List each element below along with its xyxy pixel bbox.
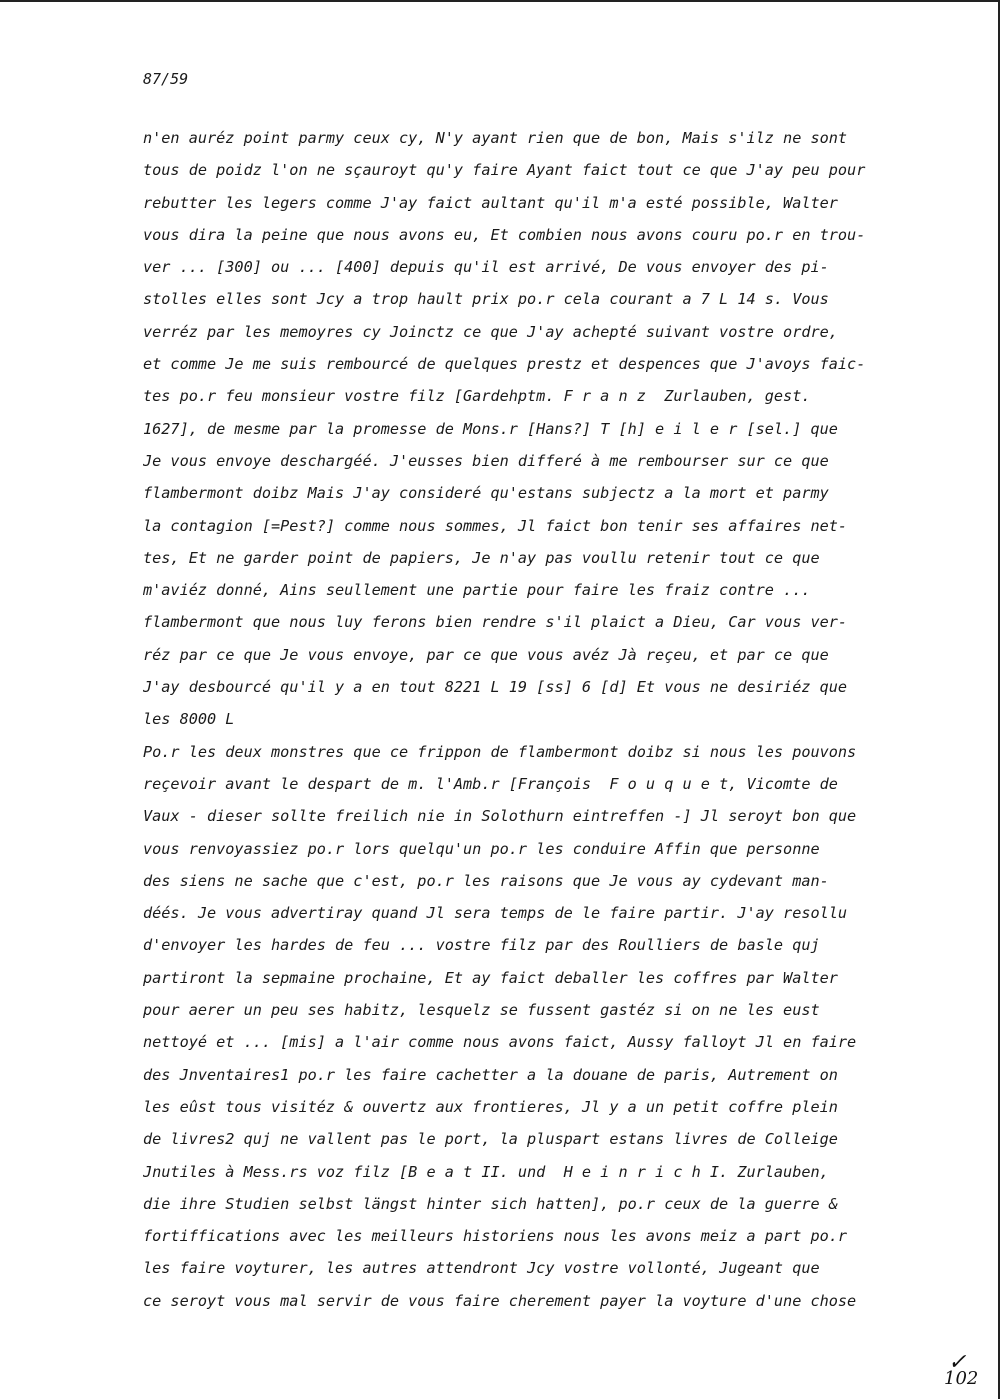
text-line: vous dira la peine que nous avons eu, Et combien nous avons couru po.r en trou- (143, 225, 866, 244)
text-line: réz par ce que Je vous envoye, par ce que vous avéz Jà reçeu, et par ce que (143, 645, 829, 664)
text-line: des Jnventaires1 po.r les faire cachetter a la douane de paris, Autrement on (143, 1065, 838, 1084)
text-line: partiront la sepmaine prochaine, Et ay faict deballer les coffres par Walter (143, 968, 838, 987)
text-line: vous renvoyassiez po.r lors quelqu'un po.r les conduire Affin que personne (143, 839, 820, 858)
text-line: les eûst tous visitéz & ouvertz aux frontieres, Jl y a un petit coffre plein (143, 1097, 838, 1116)
text-line: reçevoir avant le despart de m. l'Amb.r [François F o u q u e t, Vicomte de (143, 774, 838, 793)
text-line: n'en auréz point parmy ceux cy, N'y ayant rien que de bon, Mais s'ilz ne sont (143, 129, 848, 147)
text-line: Je vous envoye deschargéé. J'eusses bien differé à me rembourser sur ce que (143, 451, 829, 470)
text-line: la contagion [=Pest?] comme nous sommes, Jl faict bon tenir ses affaires net- (143, 516, 848, 535)
text-line: J'ay desbourcé qu'il y a en tout 8221 L 19 [ss] 6 [d] Et vous ne desiriéz que (143, 678, 848, 697)
text-line: Po.r les deux monstres que ce frippon de flambermont doibz si nous les pouvons (143, 742, 857, 761)
text-line: déés. Je vous advertiray quand Jl sera temps de le faire partir. J'ay resollu (143, 904, 848, 923)
page-number: 87/59 (143, 70, 189, 88)
text-line: tes, Et ne garder point de papiers, Je n'ay pas voullu retenir tout ce que (143, 548, 820, 567)
text-line: rebutter les legers comme J'ay faict aultant qu'il m'a esté possible, Walter (143, 193, 838, 212)
text-line: des siens ne sache que c'est, po.r les raisons que Je vous ay cydevant man- (143, 871, 829, 890)
text-line: die ihre Studien selbst längst hinter sich hatten], po.r ceux de la guerre & (143, 1194, 838, 1213)
text-line: ce seroyt vous mal servir de vous faire cherement payer la voyture d'une chose (143, 1291, 857, 1310)
text-line: m'aviéz donné, Ains seullement une partie pour faire les fraiz contre ... (143, 581, 811, 600)
text-line: flambermont doibz Mais J'ay consideré qu'estans subjectz a la mort et parmy (143, 484, 829, 503)
transcription-body (143, 122, 943, 1317)
check-mark-icon: ✓ (948, 1350, 967, 1375)
text-line: tous de poidz l'on ne sçauroyt qu'y faire Ayant faict tout ce que J'ay peu pour (143, 161, 866, 180)
text-line: ver ... [300] ou ... [400] depuis qu'il est arrivé, De vous envoyer des pi- (143, 258, 829, 277)
page-frame-top (0, 0, 1000, 2)
text-line: verréz par les memoyres cy Joinctz ce que J'ay achepté suivant vostre ordre, (143, 322, 838, 341)
text-line: flambermont que nous luy ferons bien rendre s'il plaict a Dieu, Car vous ver- (143, 613, 848, 632)
text-line: Jnutiles à Mess.rs voz filz [B e a t II. und H e i n r i c h I. Zurlauben, (143, 1162, 829, 1181)
text-line: pour aerer un peu ses habitz, lesquelz se fussent gastéz si on ne les eust (143, 1001, 820, 1020)
text-line: Vaux - dieser sollte freilich nie in Solothurn eintreffen -] Jl seroyt bon que (143, 807, 857, 826)
text-line: tes po.r feu monsieur vostre filz [Gardehptm. F r a n z Zurlauben, gest. (143, 387, 811, 406)
folio-number: 102 (944, 1368, 979, 1389)
text-line: les 8000 L (143, 710, 235, 729)
text-line: d'envoyer les hardes de feu ... vostre filz par des Roulliers de basle quj (143, 936, 820, 955)
text-line: 1627], de mesme par la promesse de Mons.r [Hans?] T [h] e i l e r [sel.] que (143, 419, 838, 438)
text-line: et comme Je me suis rembourcé de quelques prestz et despences que J'avoys faic- (143, 355, 866, 374)
text-line: de livres2 quj ne vallent pas le port, la pluspart estans livres de Colleige (143, 1130, 838, 1149)
text-line: fortiffications avec les meilleurs historiens nous les avons meiz a part po.r (143, 1227, 848, 1246)
text-line: stolles elles sont Jcy a trop hault prix po.r cela courant a 7 L 14 s. Vous (143, 290, 829, 309)
text-line: nettoyé et ... [mis] a l'air comme nous avons faict, Aussy falloyt Jl en faire (143, 1033, 857, 1052)
text-line: les faire voyturer, les autres attendront Jcy vostre vollonté, Jugeant que (143, 1259, 820, 1278)
